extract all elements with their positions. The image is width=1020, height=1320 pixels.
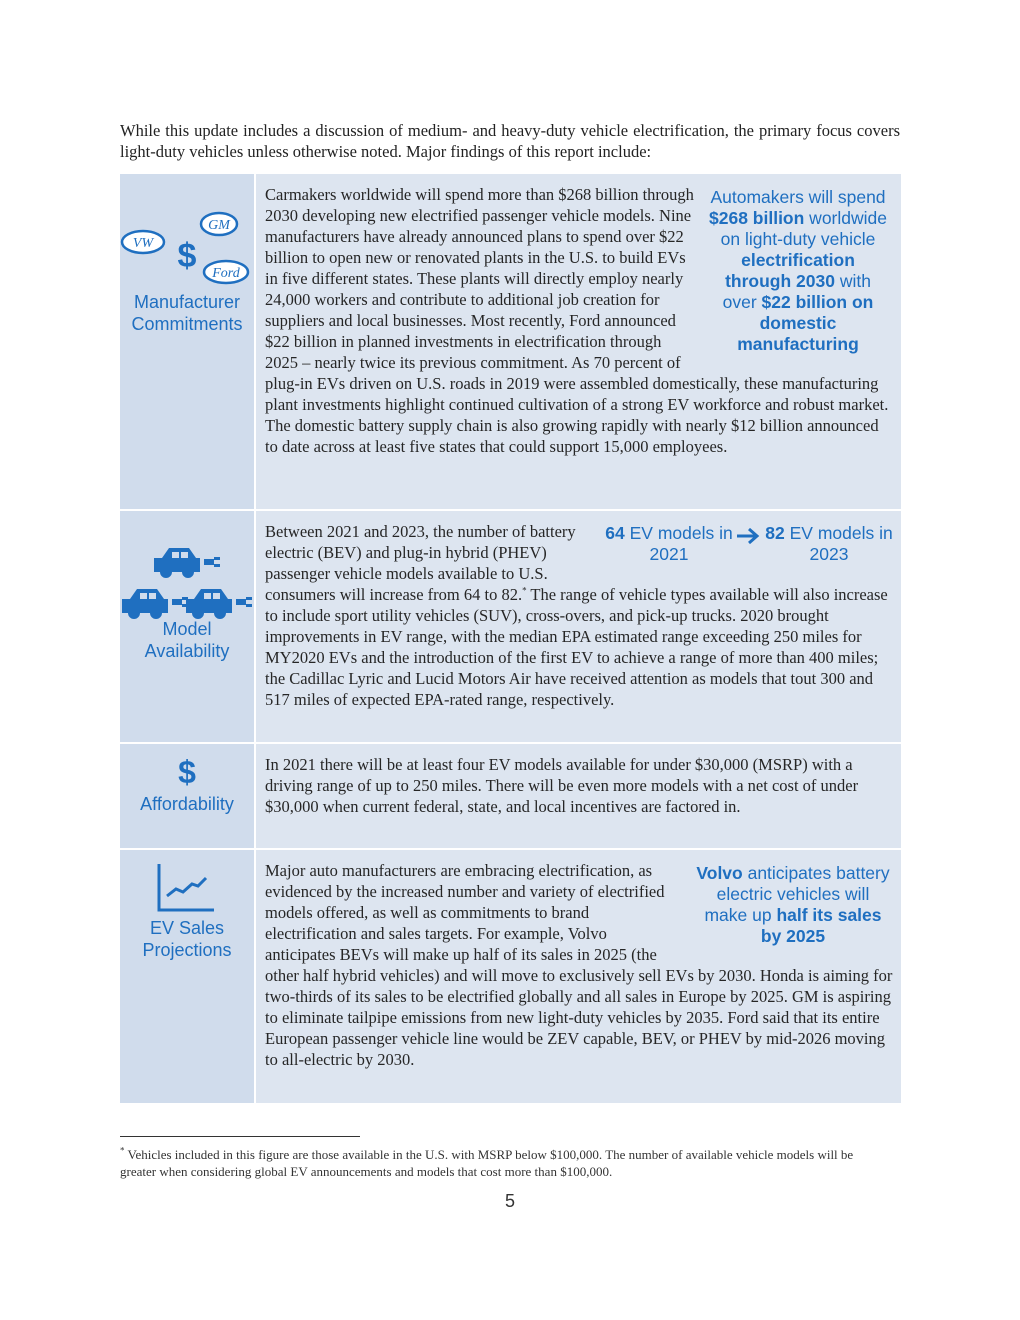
label-line: Availability — [144, 641, 230, 661]
electric-car-icon — [120, 541, 254, 621]
dollar-sign: $ — [177, 237, 197, 275]
callout-volvo: Volvo anticipates battery electric vehicles will make up half its sales by 2025 — [696, 863, 890, 946]
finding-body-text: In 2021 there will be at least four EV models available for under $30,000 (MSRP) with a driving range of up to 250 miles. There will be even more models with a net cost of under $30,000 when current federal, state, and local incentives are factored in. — [265, 755, 859, 816]
footnote-divider — [120, 1136, 360, 1137]
intro-paragraph: While this update includes a discussion of medium- and heavy-duty vehicle electrification, the primary focus covers light-duty vehicles unless otherwise noted. Major findings of this report include: — [120, 121, 900, 161]
gm-logo-text: GM — [208, 218, 230, 233]
page-number: 5 — [504, 1191, 515, 1211]
label-line: EV Sales — [149, 918, 225, 938]
finding-icon-cell — [120, 850, 256, 1103]
finding-body-text: Carmakers worldwide will spend more than $268 billion through 2030 developing new electrified passenger vehicle models. Nine manufacturers have already announced plans to spend over $22 billion to open new or renovated plants in the U.S. to build EVs in five different states. These plants will directly employ nearly 24,000 workers and contribute to additional job creation for suppliers and local businesses. Most recently, Ford announced $22 billion in planned investments in electrification through 2025 – nearly twice its previous commitment. As 70 percent of plug-in EVs driven on U.S. roads in 2019 were assembled domestically, these manufacturing plant investments highlight continued cultivation of a strong EV workforce and robust market. The domestic battery supply chain is also growing rapidly with nearly $12 billion announced to date across at least five states that could support 15,000 employees. — [265, 185, 889, 456]
footnote-marker: * — [522, 585, 527, 596]
callout-models — [605, 523, 893, 565]
finding-label-models — [120, 618, 254, 662]
callout-2023: 82 EV models in 2023 — [765, 523, 893, 564]
trend-chart-icon — [120, 860, 254, 920]
finding-icon-cell — [120, 744, 256, 850]
callout-investment: Automakers will spend $268 billion worldwide on light-duty vehicle electrification through 2030 with over $22 billion on domestic manufacturing — [709, 187, 887, 354]
finding-label-manufacturer — [120, 291, 254, 335]
finding-row-models — [120, 511, 901, 744]
vw-logo-text: VW — [132, 236, 154, 251]
finding-text-cell — [256, 174, 901, 511]
finding-text-cell — [256, 511, 901, 744]
ford-logo-text: Ford — [212, 266, 240, 281]
label-line: Manufacturer — [133, 292, 241, 312]
finding-body-text: Major auto manufacturers are embracing electrification, as evidenced by the increased number and variety of electrified models offered, as well as commitments to brand electrification and sales targets. For example, Volvo anticipates BEVs will make up half of its sales in 2025 (the other half hybrid vehicles) and will move to exclusively sell EVs by 2030. Honda is aiming for two-thirds of its sales to be electrified globally and all sales in Europe by 2025. GM is aspiring to eliminate tailpipe emissions from new light-duty vehicles by 2035. Ford said that its entire European passenger vehicle line would be ZEV capable, BEV, or PHEV by mid-2026 moving to all-electric by 2030. — [265, 861, 893, 1069]
dollar-icon: $ — [178, 754, 196, 790]
label-line: Model — [162, 619, 212, 639]
finding-body-text: The range of vehicle types available will also increase to include sport utility vehicles (SUV), cross-overs, and pick-up trucks. 2020 brought improvements in EV range, with the median EPA estimated range exceeding 250 miles for MY2020 EVs and the introduction of the first EV to achieve a range of more than 400 miles; the Cadillac Lyric and Lucid Motors Air have received attention as models that tout 300 and 517 miles of expected EPA-rated range, respectively. — [265, 585, 888, 709]
finding-icon-cell — [120, 511, 256, 744]
callout-2021: 64 EV models in 2021 — [605, 523, 733, 564]
finding-label-sales — [120, 917, 254, 961]
finding-icon-cell — [120, 174, 256, 511]
finding-text-cell — [256, 744, 901, 850]
finding-row-manufacturer — [120, 174, 901, 511]
footnote-mark: * — [120, 1145, 125, 1156]
finding-text-cell — [256, 850, 901, 1103]
label-line: Projections — [142, 940, 232, 960]
finding-label-affordability: Affordability — [140, 794, 234, 814]
finding-row-sales — [120, 850, 901, 1103]
arrow-right-icon — [736, 526, 762, 546]
label-line: Commitments — [131, 314, 243, 334]
finding-body-text: Between 2021 and 2023, the number of battery electric (BEV) and plug-in hybrid (PHEV) passenger vehicle models available to U.S. consumers will increase from 64 to 82. — [265, 522, 576, 604]
footnote-text: Vehicles included in this figure are those available in the U.S. with MSRP below $100,000. The number of available vehicle models will be greater when considering global EV announcements and models that cost more than $100,000. — [120, 1147, 854, 1179]
finding-row-affordability — [120, 744, 901, 850]
footnote — [120, 1146, 890, 1180]
findings-table — [120, 174, 901, 1103]
